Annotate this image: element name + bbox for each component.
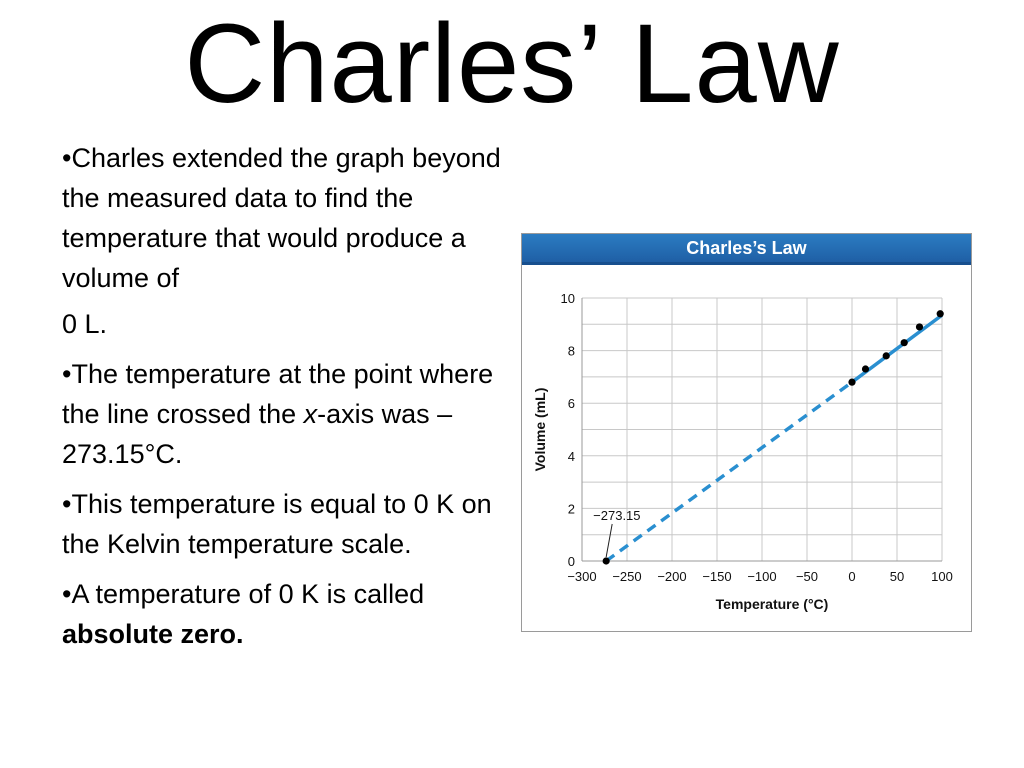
intercept-point	[603, 557, 610, 564]
x-tick-label: −250	[612, 569, 642, 584]
bullet-4-bold-term: absolute zero.	[62, 619, 244, 649]
data-point	[916, 323, 923, 330]
x-axis-label: Temperature (°C)	[715, 596, 829, 612]
data-point	[937, 310, 944, 317]
bullet-4	[62, 574, 502, 654]
bullet-list	[62, 138, 502, 664]
x-tick-label: −300	[567, 569, 597, 584]
x-tick-label: −150	[702, 569, 732, 584]
slide-title: Charles’ Law	[184, 1, 840, 126]
bullet-2-italic-x: x	[303, 399, 318, 429]
data-point	[862, 365, 869, 372]
y-tick-label: 6	[567, 396, 575, 412]
y-tick-label: 2	[567, 501, 575, 517]
y-tick-label: 10	[560, 291, 575, 306]
x-tick-label: 100	[931, 569, 953, 584]
bullet-1-text-continued: 0 L.	[62, 309, 108, 339]
y-axis-label: Volume (mL)	[532, 387, 548, 472]
bullet-2-text-pre: •The temperature at the point where the line crossed the	[62, 359, 494, 429]
x-tick-label: −100	[747, 569, 777, 584]
annotation-label: −273.15	[593, 508, 641, 523]
annotation-leader	[606, 524, 612, 557]
bullet-3-text: •This temperature is equal to 0 K on the Kelvin temperature scale.	[62, 489, 492, 559]
x-tick-label: 0	[848, 569, 856, 584]
data-point	[848, 379, 855, 386]
data-point	[901, 339, 908, 346]
bullet-1-continued	[62, 304, 502, 344]
y-tick-label: 8	[567, 343, 575, 359]
extrapolated-line	[606, 382, 852, 561]
bullet-1-text: •Charles extended the graph beyond the measured data to find the temperature that would produce a volume of	[62, 143, 501, 293]
x-tick-label: −200	[657, 569, 687, 584]
chart-panel	[521, 233, 972, 632]
data-point	[883, 352, 890, 359]
bullet-2	[62, 354, 502, 474]
bullet-2-text-post: -axis was –273.15°C.	[62, 399, 453, 469]
bullet-3	[62, 484, 502, 564]
y-tick-label: 4	[567, 448, 575, 464]
bullet-4-text: •A temperature of 0 K is called	[62, 579, 425, 609]
x-tick-label: −50	[795, 569, 819, 584]
x-tick-label: 50	[889, 569, 905, 584]
chart-title: Charles’s Law	[522, 234, 971, 265]
y-tick-label: 0	[567, 554, 575, 569]
bullet-1	[62, 138, 502, 298]
chart-svg	[522, 234, 973, 633]
